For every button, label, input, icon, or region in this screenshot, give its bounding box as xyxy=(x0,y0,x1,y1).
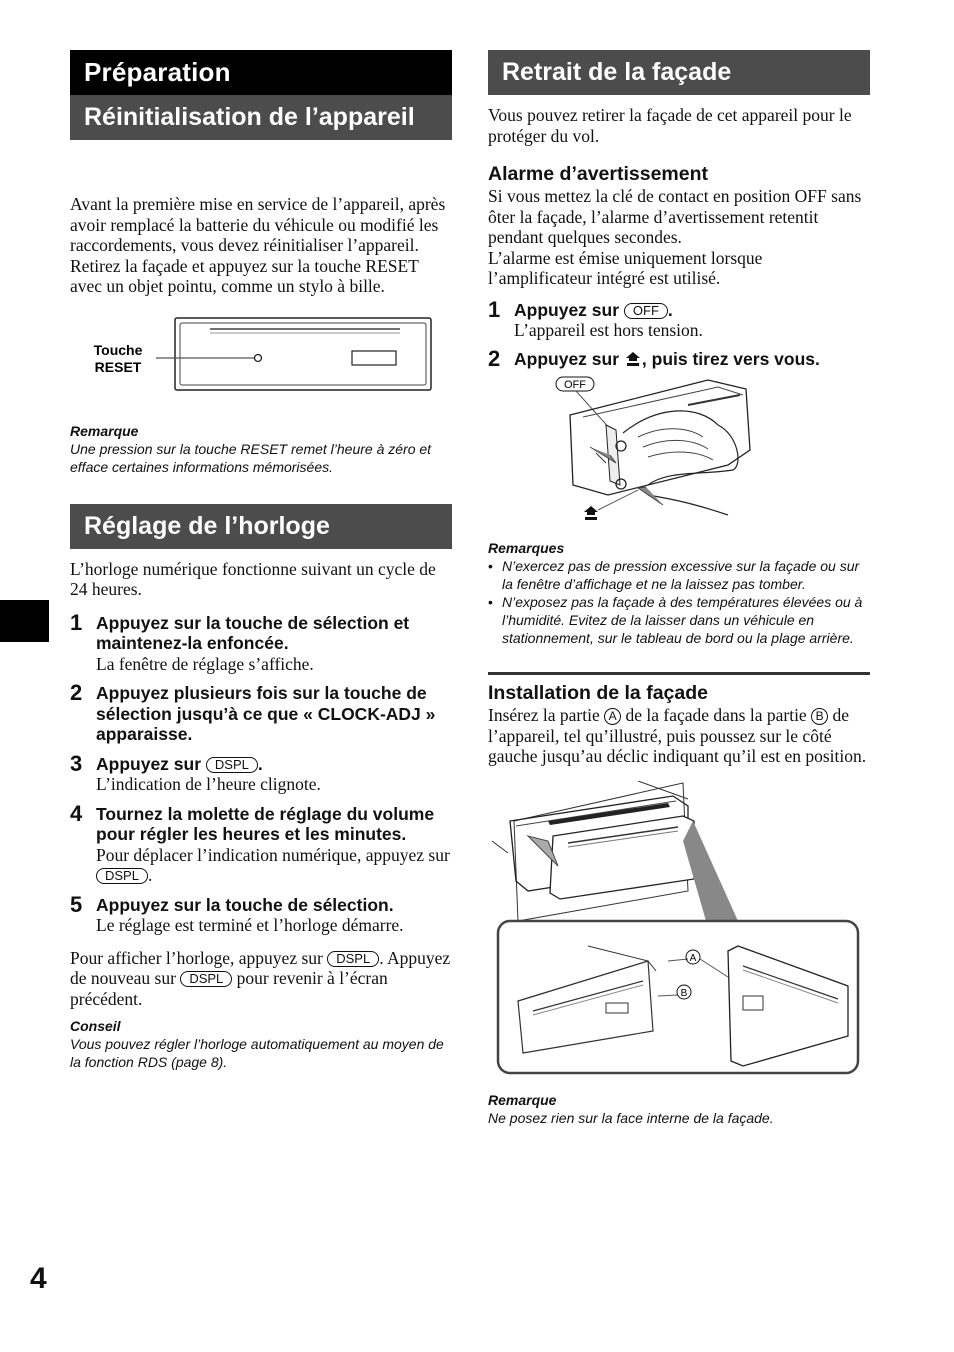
reset-intro: Avant la première mise en service de l’appareil, après avoir remplacé la batterie du véhicule ou modifié les raccordements, vous devez réinitialiser l’appareil. xyxy=(70,194,446,255)
step-number: 2 xyxy=(70,680,83,705)
step-title: Appuyez sur xyxy=(514,299,620,320)
tip-text: Vous pouvez régler l’horloge automatiquement au moyen de la fonction RDS (page 8). xyxy=(70,1036,444,1070)
dspl-key-icon: DSPL xyxy=(206,757,258,773)
install-note-title: Remarque xyxy=(488,1091,557,1108)
note-item: • N’exposez pas la façade à des températures élevées ou à l’humidité. Evitez de la laisser dans un véhicule en stationnement, sur le tableau de bord ou la plage arrière. xyxy=(488,593,870,647)
alarm-text-1: Si vous mettez la clé de contact en position OFF sans ôter la façade, l’alarme d’avertissement retentit pendant quelques secondes. xyxy=(488,186,862,247)
clock-intro: L’horloge numérique fonctionne suivant un cycle de 24 heures. xyxy=(70,558,436,599)
notes-title: Remarques xyxy=(488,540,565,556)
step-title: Appuyez sur la touche de sélection et maintenez-la enfoncée. xyxy=(96,612,410,653)
step-title: Appuyez sur xyxy=(96,753,202,774)
right-column xyxy=(488,50,870,1127)
clock-step-3: 3 Appuyez sur DSPL . L’indication de l’heure clignote. xyxy=(70,754,452,795)
faceplate-removal-illustration xyxy=(488,375,870,535)
step-number: 1 xyxy=(70,609,83,635)
svg-text:A: A xyxy=(689,952,697,964)
clock-after-text: Pour afficher l’horloge, appuyez sur DSPL . Appuyez de nouveau sur DSPL pour revenir à l’écran précédent. xyxy=(70,947,451,1009)
release-icon xyxy=(624,351,642,367)
part-b-marker: B xyxy=(811,708,828,725)
remove-step-2: 2 Appuyez sur , puis tirez vers vous. xyxy=(488,345,820,371)
reset-figure xyxy=(70,305,452,423)
label-touche: Touche xyxy=(93,341,143,358)
dspl-key-icon: DSPL xyxy=(180,971,232,987)
section-tab-marker xyxy=(0,600,49,642)
alarm-text-2: L’alarme est émise uniquement lorsque l’amplificateur intégré est utilisé. xyxy=(488,247,763,288)
label-reset: RESET xyxy=(94,358,142,375)
step-number: 2 xyxy=(488,345,501,371)
note-item: • N’exercez pas de pression excessive sur la façade ou sur la fenêtre d’affichage et ne la laissez pas tomber. xyxy=(488,557,870,593)
install-text: Insérez la partie A de la façade dans la partie B de l’appareil, tel qu’illustré, puis poussez sur le côté gauche jusqu’au déclic indiquant qu’il est en position. xyxy=(488,705,867,766)
step-title: Appuyez sur la touche de sélection. xyxy=(96,894,394,915)
car-stereo-reset-illustration xyxy=(70,305,452,423)
note-text: Une pression sur la touche RESET remet l’heure à zéro et efface certaines informations mémorisées. xyxy=(70,440,432,475)
remove-intro: Vous pouvez retirer la façade de cet appareil pour le protéger du vol. xyxy=(488,105,852,146)
dspl-key-icon: DSPL xyxy=(96,868,148,884)
step-number: 3 xyxy=(70,750,83,776)
step-desc: L’indication de l’heure clignote. xyxy=(96,774,321,794)
dspl-key-icon: DSPL xyxy=(327,951,379,967)
section-band-preparation: Préparation xyxy=(70,50,452,95)
step-desc: Pour déplacer l’indication numérique, appuyez sur xyxy=(96,844,450,865)
install-title: Installation de la façade xyxy=(488,682,708,704)
svg-text:OFF: OFF xyxy=(564,379,586,391)
off-key-icon: OFF xyxy=(624,303,668,319)
remove-figure xyxy=(488,375,870,535)
step-title: Appuyez plusieurs fois sur la touche de sélection jusqu’à ce que « CLOCK-ADJ » apparaisse. xyxy=(96,683,436,744)
step-title: Tournez la molette de réglage du volume pour régler les heures et les minutes. xyxy=(96,803,435,844)
step-number: 1 xyxy=(488,296,501,322)
step-number: 4 xyxy=(70,800,83,826)
heading-clock: Réglage de l’horloge xyxy=(70,504,452,549)
step-desc: L’appareil est hors tension. xyxy=(514,320,703,340)
tip-title: Conseil xyxy=(70,1018,121,1034)
step-desc: La fenêtre de réglage s’affiche. xyxy=(96,653,314,674)
faceplate-installation-illustration xyxy=(488,781,870,1081)
install-note-text: Ne posez rien sur la face interne de la façade. xyxy=(488,1109,774,1126)
heading-reset: Réinitialisation de l’appareil xyxy=(70,95,452,140)
clock-step-4: 4 Tournez la molette de réglage du volume pour régler les heures et les minutes. Pour déplacer l’indication numérique, appuyez sur DSPL . xyxy=(70,804,452,886)
clock-step-5 xyxy=(70,891,452,936)
svg-text:B: B xyxy=(680,987,688,999)
install-figure xyxy=(488,781,870,1081)
step-number: 5 xyxy=(70,891,83,917)
part-a-marker: A xyxy=(604,708,621,725)
page-number: 4 xyxy=(30,1262,47,1295)
reset-instruction: Retirez la façade et appuyez sur la touche RESET avec un objet pointu, comme un stylo à bille. xyxy=(70,255,419,296)
note-title: Remarque xyxy=(70,422,139,439)
clock-step-2 xyxy=(70,680,452,745)
step-title: Appuyez sur xyxy=(514,348,620,369)
left-column xyxy=(70,50,452,1071)
alarm-title: Alarme d’avertissement xyxy=(488,163,709,185)
remove-step-1: 1 Appuyez sur OFF . L’appareil est hors tension. xyxy=(488,300,870,341)
heading-remove-faceplate: Retrait de la façade xyxy=(488,50,870,95)
clock-step-1 xyxy=(70,609,452,675)
step-desc: Le réglage est terminé et l’horloge démarre. xyxy=(96,915,404,935)
